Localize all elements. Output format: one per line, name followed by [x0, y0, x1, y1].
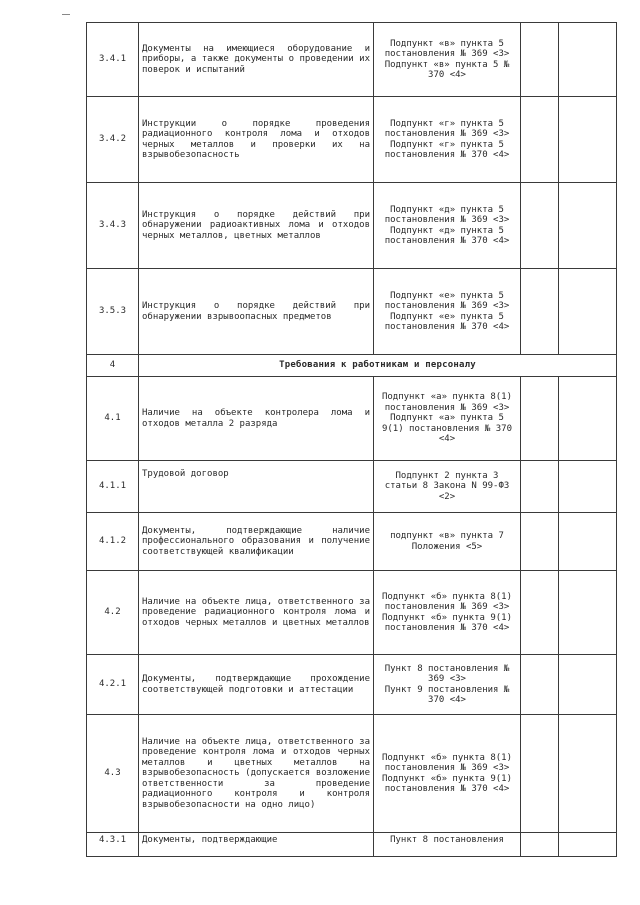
row-number: 4.3 — [87, 715, 139, 833]
blank-cell — [521, 97, 559, 183]
requirement-text: Документы на имеющиеся оборудование и приборы, а также документы о проведении их поверок и испытаний — [139, 23, 374, 97]
blank-cell — [521, 655, 559, 715]
requirement-text: Инструкции о порядке проведения радиационного контроля лома и отходов черных металлов и проверки их на взрывобезопасность — [139, 97, 374, 183]
blank-cell — [521, 23, 559, 97]
reference-line: Подпункт «д» пункта 5 постановления № 369 <3> — [384, 204, 510, 225]
blank-cell — [521, 377, 559, 461]
reference-line: Подпункт «б» пункта 8(1) постановления № 369 <3> — [381, 752, 513, 773]
page-corner-mark — [62, 14, 70, 15]
reference-line: Подпункт 2 пункта 3 статьи 8 Закона N 99-ФЗ <2> — [384, 470, 510, 502]
legal-reference — [374, 833, 521, 857]
blank-cell — [521, 571, 559, 655]
legal-reference — [374, 571, 521, 655]
reference-line: Подпункт «в» пункта 5 № 370 <4> — [384, 59, 510, 80]
blank-cell — [521, 833, 559, 857]
reference-line: Пункт 9 постановления № 370 <4> — [384, 684, 510, 705]
requirement-text: Документы, подтверждающие — [139, 833, 374, 857]
reference-line: Подпункт «е» пункта 5 постановления № 369 <3> — [384, 290, 510, 311]
legal-reference — [374, 183, 521, 269]
blank-cell — [559, 377, 617, 461]
blank-cell — [521, 461, 559, 513]
reference-line: Подпункт «в» пункта 5 постановления № 369 <3> — [384, 38, 510, 59]
blank-cell — [521, 183, 559, 269]
blank-cell — [559, 571, 617, 655]
row-number: 3.4.3 — [87, 183, 139, 269]
table-row — [87, 655, 617, 715]
requirement-text: Документы, подтверждающие наличие профессионального образования и получение соответствующей квалификации — [139, 513, 374, 571]
table-row — [87, 183, 617, 269]
blank-cell — [521, 715, 559, 833]
requirement-text: Наличие на объекте контролера лома и отходов металла 2 разряда — [139, 377, 374, 461]
reference-line: Подпункт «д» пункта 5 постановления № 370 <4> — [384, 225, 510, 246]
blank-cell — [559, 715, 617, 833]
blank-cell — [559, 23, 617, 97]
reference-line: Подпункт «г» пункта 5 постановления № 370 <4> — [384, 139, 510, 160]
table-row — [87, 97, 617, 183]
table-row — [87, 513, 617, 571]
blank-cell — [559, 655, 617, 715]
blank-cell — [559, 461, 617, 513]
section-row — [87, 355, 617, 377]
blank-cell — [521, 513, 559, 571]
legal-reference — [374, 269, 521, 355]
row-number: 4.3.1 — [87, 833, 139, 857]
table-row — [87, 833, 617, 857]
section-heading: Требования к работникам и персоналу — [139, 355, 617, 377]
reference-line: Подпункт «а» пункта 5 9(1) постановления № 370 <4> — [381, 413, 513, 445]
row-number: 4.2 — [87, 571, 139, 655]
blank-cell — [559, 833, 617, 857]
table-row — [87, 715, 617, 833]
legal-reference — [374, 513, 521, 571]
blank-cell — [559, 269, 617, 355]
reference-line: подпункт «в» пункта 7 Положения <5> — [390, 531, 504, 552]
requirement-text: Трудовой договор — [139, 461, 374, 513]
row-number: 4.1.2 — [87, 513, 139, 571]
blank-cell — [521, 269, 559, 355]
reference-line: Подпункт «а» пункта 8(1) постановления № 369 <3> — [381, 392, 513, 413]
blank-cell — [559, 183, 617, 269]
reference-line: Подпункт «б» пункта 9(1) постановления № 370 <4> — [381, 773, 513, 794]
reference-line: Пункт 8 постановления — [390, 835, 504, 845]
reference-line: Подпункт «е» пункта 5 постановления № 370 <4> — [384, 311, 510, 332]
row-number: 3.5.3 — [87, 269, 139, 355]
row-number: 4.2.1 — [87, 655, 139, 715]
blank-cell — [559, 97, 617, 183]
row-number: 3.4.2 — [87, 97, 139, 183]
row-number: 3.4.1 — [87, 23, 139, 97]
reference-line: Подпункт «г» пункта 5 постановления № 369 <3> — [384, 118, 510, 139]
legal-reference — [374, 97, 521, 183]
reference-line: Пункт 8 постановления № 369 <3> — [384, 663, 510, 684]
legal-reference — [374, 655, 521, 715]
reference-line: Подпункт «б» пункта 8(1) постановления № 369 <3> — [381, 591, 513, 612]
requirement-text: Наличие на объекте лица, ответственного за проведение радиационного контроля лома и отходов черных металлов и цветных металлов — [139, 571, 374, 655]
table-row — [87, 461, 617, 513]
table-row — [87, 377, 617, 461]
legal-reference — [374, 23, 521, 97]
requirement-text: Инструкция о порядке действий при обнаружении радиоактивных лома и отходов черных металлов, цветных металлов — [139, 183, 374, 269]
requirements-table — [86, 22, 617, 857]
row-number: 4.1.1 — [87, 461, 139, 513]
requirement-text: Инструкция о порядке действий при обнаружении взрывоопасных предметов — [139, 269, 374, 355]
table-row — [87, 23, 617, 97]
blank-cell — [559, 513, 617, 571]
legal-reference — [374, 377, 521, 461]
section-number: 4 — [87, 355, 139, 377]
legal-reference — [374, 715, 521, 833]
table-row — [87, 269, 617, 355]
reference-line: Подпункт «б» пункта 9(1) постановления № 370 <4> — [381, 612, 513, 633]
requirement-text: Наличие на объекте лица, ответственного за проведение контроля лома и отходов черных металлов и цветных металлов на взрывобезопасность (допускается возложение ответственности за проведение радиационного контроля и контроля взрывобезопасности на одно лицо) — [139, 715, 374, 833]
row-number: 4.1 — [87, 377, 139, 461]
table-row — [87, 571, 617, 655]
requirement-text: Документы, подтверждающие прохождение соответствующей подготовки и аттестации — [139, 655, 374, 715]
legal-reference — [374, 461, 521, 513]
